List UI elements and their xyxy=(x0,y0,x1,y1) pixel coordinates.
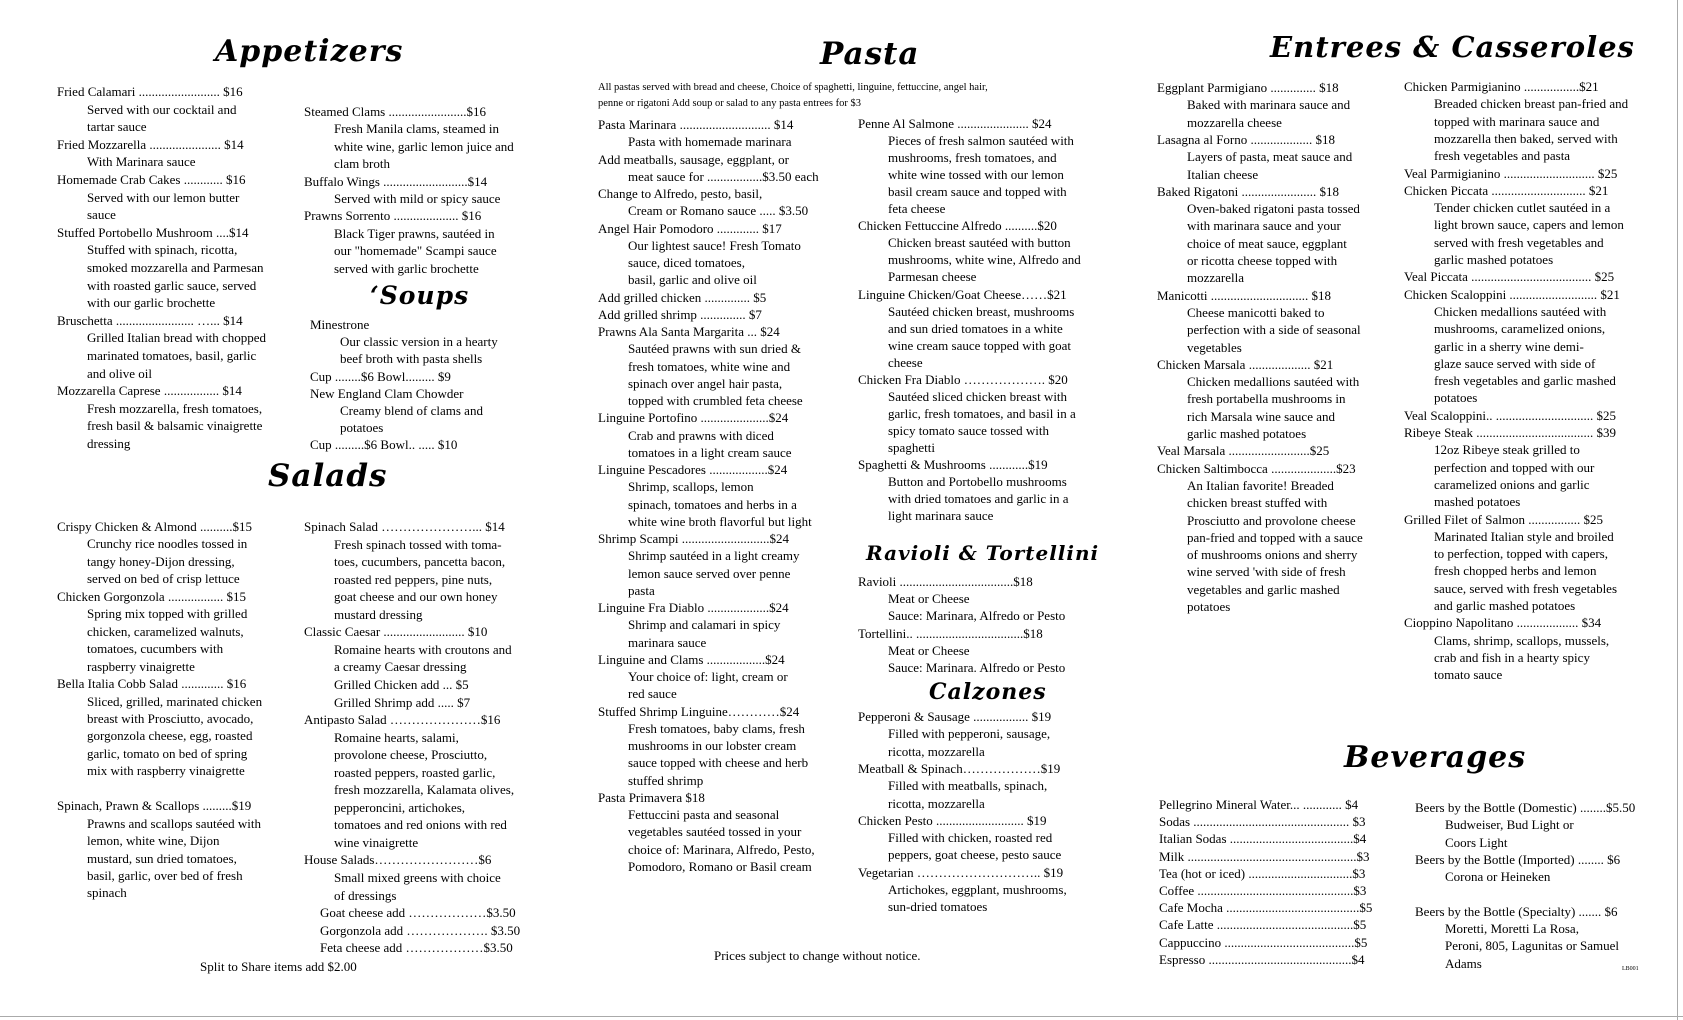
item-description-line: clam broth xyxy=(334,156,390,172)
item-description-line: Breaded chicken breast pan-fried and xyxy=(1434,96,1629,112)
item-description-line: Italian cheese xyxy=(1187,166,1259,182)
menu-item-line: Cappuccino ........................................$5 xyxy=(1159,934,1368,950)
item-description-line: wine vinaigrette xyxy=(334,834,419,850)
item-description-line: cheese xyxy=(888,354,923,370)
item-description-line: Grilled Italian bread with chopped xyxy=(87,330,267,346)
page-border-right xyxy=(1677,0,1678,1020)
item-description-line: Your choice of: light, cream or xyxy=(628,669,788,684)
item-description-line: potatoes xyxy=(1187,599,1231,614)
item-description-line: tangy honey-Dijon dressing, xyxy=(87,553,235,569)
item-description-line: basil, garlic and olive oil xyxy=(628,272,757,288)
item-description-line: Layers of pasta, meat sauce and xyxy=(1187,149,1353,165)
pasta-note-line-2: penne or rigatoni Add soup or salad to any pasta entrees for $3 xyxy=(598,98,862,109)
menu-item-line: Chicken Saltimbocca ....................$23 xyxy=(1157,460,1356,476)
item-description-line: feta cheese xyxy=(888,201,946,217)
item-description-line: tomatoes in a light cream sauce xyxy=(628,444,792,460)
item-description-line: a creamy Caesar dressing xyxy=(334,659,467,675)
item-description-line: white wine tossed with our lemon xyxy=(888,167,1064,183)
item-description-line: meat sauce for .................$3.50 each xyxy=(628,168,819,184)
menu-item-line: Beers by the Bottle (Specialty) ....... $6 xyxy=(1415,903,1618,919)
item-description-line: Sliced, grilled, marinated chicken xyxy=(87,693,263,709)
item-description-line: garlic mashed potatoes xyxy=(1187,426,1307,441)
item-description-line: Adams xyxy=(1445,955,1482,971)
menu-item-line: Cup ........$6 Bowl......... $9 xyxy=(310,368,451,384)
item-description-line: Cream or Romano sauce ..... $3.50 xyxy=(628,203,809,219)
item-description-line: Meat or Cheese xyxy=(888,591,970,607)
item-description-line: choice of meat sauce, eggplant xyxy=(1187,235,1347,251)
item-description-line: Served with our lemon butter xyxy=(87,189,240,205)
item-description-line: perfection and topped with our xyxy=(1434,459,1595,475)
item-description-line: wine cream sauce topped with goat xyxy=(888,337,1072,353)
item-description-line: Cheese manicotti baked to xyxy=(1187,304,1325,320)
item-description-line: mozzarella cheese xyxy=(1187,114,1282,130)
menu-item-line: Cafe Mocha .........................................$5 xyxy=(1159,900,1373,916)
menu-item-line: House Salads……………………$6 xyxy=(304,852,492,868)
item-description-line: with marinara sauce and your xyxy=(1187,218,1341,234)
menu-item-line: Milk ....................................................$3 xyxy=(1159,848,1370,864)
item-description-line: mustard dressing xyxy=(334,606,423,622)
item-description-line: Sautéed sliced chicken breast with xyxy=(888,388,1068,404)
item-description-line: Sautéed chicken breast, mushrooms xyxy=(888,303,1075,319)
item-description-line: Moretti, Moretti La Rosa, xyxy=(1445,921,1579,937)
item-description-line: Our lightest sauce! Fresh Tomato xyxy=(628,237,801,253)
menu-item-line: Buffalo Wings ..........................$14 xyxy=(304,173,488,189)
item-description-line: Fresh spinach tossed with toma- xyxy=(334,536,502,552)
menu-item-line: Italian Sodas ......................................$4 xyxy=(1159,831,1367,847)
menu-item-line: Bruschetta ........................ …... $14 xyxy=(57,312,243,328)
menu-item-line: Spinach, Prawn & Scallops .........$19 xyxy=(57,798,252,814)
menu-item-line: Chicken Piccata ............................. $21 xyxy=(1404,182,1609,198)
item-description-line: spinach xyxy=(87,885,127,901)
item-description-line: lemon sauce served over penne xyxy=(628,565,791,581)
item-description-line: mushrooms, white wine, Alfredo and xyxy=(888,252,1081,268)
menu-item-line: Feta cheese add ………………$3.50 xyxy=(320,940,513,956)
menu-item-line: Cioppino Napolitano ................... $34 xyxy=(1404,615,1602,631)
item-description-line: sauce, served with fresh vegetables xyxy=(1434,580,1618,596)
menu-item-line: Pepperoni & Sausage ................. $19 xyxy=(858,709,1052,724)
item-description-line: rich Marsala wine sauce and xyxy=(1187,408,1335,424)
item-description-line: vegetables xyxy=(1187,339,1242,355)
item-description-line: smoked mozzarella and Parmesan xyxy=(87,260,264,275)
menu-item-line: Fried Mozzarella ...................... $14 xyxy=(57,136,244,152)
item-description-line: and sun dried tomatoes in a white xyxy=(888,320,1063,336)
item-description-line: potatoes xyxy=(340,420,384,436)
item-description-line: served with garlic brochette xyxy=(334,260,479,276)
menu-item-line: Sodas ................................................ $3 xyxy=(1159,814,1366,830)
item-description-line: our "homemade" Scampi sauce xyxy=(334,243,497,259)
menu-item-line: New England Clam Chowder xyxy=(310,385,464,401)
item-description-line: served on bed of crisp lettuce xyxy=(87,571,240,587)
item-description-line: breast with Prosciutto, avocado, xyxy=(87,710,254,726)
menu-item-line: Linguine Pescadores ..................$24 xyxy=(598,462,788,477)
item-description-line: sauce topped with cheese and herb xyxy=(628,755,809,771)
calzones-title: Calzones xyxy=(929,679,1047,705)
item-description-line: toes, cucumbers, pancetta bacon, xyxy=(334,554,506,570)
item-description-line: fresh vegetables and pasta xyxy=(1434,148,1571,164)
item-description-line: choice of: Marinara, Alfredo, Pesto, xyxy=(628,841,815,857)
item-description-line: Prosciutto and provolone cheese xyxy=(1187,512,1356,528)
item-description-line: sun-dried tomatoes xyxy=(888,899,988,915)
item-description-line: stuffed shrimp xyxy=(628,772,704,788)
item-description-line: mushrooms, fresh tomatoes, and xyxy=(888,150,1057,166)
item-description-line: Baked with marinara sauce and xyxy=(1187,97,1351,113)
menu-item-line: Chicken Fettuccine Alfredo ..........$20 xyxy=(858,218,1057,234)
menu-item-line: Change to Alfredo, pesto, basil, xyxy=(598,186,763,201)
item-description-line: sauce xyxy=(87,207,116,223)
menu-item-line: Chicken Marsala ................... $21 xyxy=(1157,356,1334,372)
menu-item-line: Spinach Salad …………………... $14 xyxy=(304,519,505,534)
item-description-line: fresh tomatoes, white wine and xyxy=(628,358,791,374)
item-description-line: dressing xyxy=(87,436,131,451)
ravioli-tortellini-title: Ravioli & Tortellini xyxy=(866,541,1100,565)
item-description-line: garlic mashed potatoes xyxy=(1434,252,1554,267)
pasta-note-line-1: All pastas served with bread and cheese, Choice of spaghetti, linguine, fettuccine, angel hair, xyxy=(598,82,988,93)
item-description-line: vegetables sautéed tossed in your xyxy=(628,824,802,840)
item-description-line: Romaine hearts, salami, xyxy=(334,729,459,745)
menu-item-line: Add grilled shrimp .............. $7 xyxy=(598,306,762,322)
item-description-line: Coors Light xyxy=(1445,834,1508,850)
item-description-line: Grilled Chicken add ... $5 xyxy=(334,676,469,692)
item-description-line: Chicken medallions sautéed with xyxy=(1434,303,1607,319)
item-description-line: Spring mix topped with grilled xyxy=(87,606,248,622)
item-description-line: Sautéed prawns with sun dried & xyxy=(628,341,801,357)
item-description-line: served with fresh vegetables and xyxy=(1434,234,1604,250)
item-description-line: light marinara sauce xyxy=(888,508,994,524)
menu-item-line: Chicken Parmigianino .................$21 xyxy=(1404,79,1599,94)
item-description-line: mushrooms in our lobster cream xyxy=(628,738,797,753)
menu-item-line: Stuffed Portobello Mushroom ....$14 xyxy=(57,224,249,240)
page-border-bottom xyxy=(0,1016,1683,1017)
item-description-line: Pieces of fresh salmon sautéed with xyxy=(888,133,1074,149)
item-description-line: peppers, goat cheese, pesto sauce xyxy=(888,847,1062,863)
item-description-line: garlic in a sherry wine demi- xyxy=(1434,338,1584,354)
item-description-line: pasta xyxy=(628,582,655,598)
item-description-line: mustard, sun dried tomatoes, xyxy=(87,850,237,866)
menu-item-line: Cup .........$6 Bowl.. ..... $10 xyxy=(310,437,458,453)
item-description-line: mozzarella xyxy=(1187,270,1245,286)
item-description-line: Sauce: Marinara, Alfredo or Pesto xyxy=(888,608,1066,624)
item-description-line: garlic, fresh tomatoes, and basil in a xyxy=(888,405,1076,421)
item-description-line: of dressings xyxy=(334,887,397,903)
item-description-line: mushrooms, caramelized onions, xyxy=(1434,321,1606,337)
item-description-line: perfection with a side of seasonal xyxy=(1187,322,1361,338)
item-description-line: fresh portabella mushrooms in xyxy=(1187,391,1346,407)
item-description-line: Button and Portobello mushrooms xyxy=(888,474,1067,490)
item-description-line: Chicken breast sautéed with button xyxy=(888,235,1071,251)
menu-item-line: Beers by the Bottle (Domestic) ........$5.50 xyxy=(1415,800,1636,815)
menu-item-line: Antipasto Salad …………………$16 xyxy=(304,712,501,728)
menu-item-line: Eggplant Parmigiano .............. $18 xyxy=(1157,80,1339,95)
item-description-line: topped with crumbled feta cheese xyxy=(628,393,803,408)
menu-item-line: Veal Parmigianino ............................ $25 xyxy=(1404,165,1618,181)
menu-item-line: Linguine Fra Diablo ...................$24 xyxy=(598,600,789,615)
menu-item-line: Vegetarian ……………………….. $19 xyxy=(858,864,1064,880)
menu-item-line: Baked Rigatoni ....................... $18 xyxy=(1157,183,1339,199)
item-description-line: crab and fish in a hearty spicy xyxy=(1434,649,1590,665)
item-description-line: and olive oil xyxy=(87,365,152,381)
item-description-line: An Italian favorite! Breaded xyxy=(1187,477,1334,493)
item-description-line: basil cream sauce and topped with xyxy=(888,184,1067,200)
item-description-line: Meat or Cheese xyxy=(888,642,970,658)
item-description-line: Served with mild or spicy sauce xyxy=(334,191,501,206)
menu-item-line: Crispy Chicken & Almond ..........$15 xyxy=(57,519,252,534)
menu-item-line: Tea (hot or iced) ................................$3 xyxy=(1159,865,1366,881)
item-description-line: Shrimp and calamari in spicy xyxy=(628,617,781,633)
item-description-line: and garlic mashed potatoes xyxy=(1434,598,1576,613)
item-description-line: raspberry vinaigrette xyxy=(87,658,195,674)
item-description-line: Parmesan cheese xyxy=(888,269,977,285)
item-description-line: lemon, white wine, Dijon xyxy=(87,833,220,849)
menu-item-line: Bella Italia Cobb Salad ............. $16 xyxy=(57,676,247,692)
item-description-line: gorgonzola cheese, egg, roasted xyxy=(87,728,253,744)
item-description-line: tomatoes and red onions with red xyxy=(334,817,507,833)
item-description-line: Filled with chicken, roasted red xyxy=(888,830,1053,846)
pasta-title: Pasta xyxy=(820,36,920,72)
item-description-line: Filled with meatballs, spinach, xyxy=(888,778,1048,794)
item-description-line: roasted peppers, roasted garlic, xyxy=(334,764,496,780)
item-description-line: sauce, diced tomatoes, xyxy=(628,255,745,270)
item-description-line: chicken breast stuffed with xyxy=(1187,495,1328,511)
item-description-line: Sauce: Marinara. Alfredo or Pesto xyxy=(888,660,1066,675)
item-description-line: Chicken medallions sautéed with xyxy=(1187,374,1360,390)
salads-title: Salads xyxy=(268,458,388,494)
menu-item-line: Prawns Sorrento .................... $16 xyxy=(304,208,482,224)
item-description-line: fresh vegetables and garlic mashed xyxy=(1434,373,1616,389)
menu-item-line: Add grilled chicken .............. $5 xyxy=(598,289,767,305)
menu-item-line: Manicotti .............................. $18 xyxy=(1157,287,1332,303)
menu-item-line: Grilled Filet of Salmon ................ $25 xyxy=(1404,511,1603,527)
split-to-share-note: Split to Share items add $2.00 xyxy=(200,959,357,974)
menu-item-line: Ribeye Steak .................................... $39 xyxy=(1404,425,1616,440)
menu-item-line: Classic Caesar ......................... $10 xyxy=(304,624,488,640)
print-mark: LB001 xyxy=(1622,966,1639,972)
item-description-line: Oven-baked rigatoni pasta tossed xyxy=(1187,201,1360,217)
item-description-line: provolone cheese, Prosciutto, xyxy=(334,747,488,763)
menu-item-line: Chicken Gorgonzola ................. $15 xyxy=(57,588,246,604)
menu-item-line: Chicken Scaloppini ........................... $21 xyxy=(1404,286,1620,302)
item-description-line: Tender chicken cutlet sautéed in a xyxy=(1434,200,1611,216)
item-description-line: Our classic version in a hearty xyxy=(340,334,498,350)
item-description-line: wine served 'with side of fresh xyxy=(1187,564,1346,580)
item-description-line: white wine broth flavorful but light xyxy=(628,513,812,529)
item-description-line: Peroni, 805, Lagunitas or Samuel xyxy=(1445,938,1620,954)
soups-title: ‘Soups xyxy=(370,281,470,310)
item-description-line: Budweiser, Bud Light or xyxy=(1445,817,1574,833)
item-description-line: mashed potatoes xyxy=(1434,494,1521,510)
item-description-line: Prawns and scallops sautéed with xyxy=(87,815,262,831)
item-description-line: beef broth with pasta shells xyxy=(340,351,483,367)
item-description-line: fresh mozzarella, Kalamata olives, xyxy=(334,782,515,798)
item-description-line: Small mixed greens with choice xyxy=(334,870,501,885)
item-description-line: roasted red peppers, pine nuts, xyxy=(334,571,493,587)
item-description-line: marinara sauce xyxy=(628,634,707,650)
menu-item-line: Espresso ............................................$4 xyxy=(1159,951,1365,967)
item-description-line: fresh basil & balsamic vinaigrette xyxy=(87,418,263,434)
menu-item-line: Linguine and Clams ..................$24 xyxy=(598,651,785,667)
menu-item-line: Spaghetti & Mushrooms ............$19 xyxy=(858,457,1048,472)
menu-item-line: Homemade Crab Cakes ............ $16 xyxy=(57,172,246,187)
menu-item-line: Linguine Chicken/Goat Cheese……$21 xyxy=(858,286,1067,302)
menu-item-line: Gorgonzola add ………………. $3.50 xyxy=(320,922,521,938)
item-description-line: Fresh mozzarella, fresh tomatoes, xyxy=(87,400,263,416)
item-description-line: tomato sauce xyxy=(1434,667,1503,683)
menu-item-line: Steamed Clams ........................$16 xyxy=(304,104,486,119)
menu-item-line: Goat cheese add ………………$3.50 xyxy=(320,905,516,921)
menu-item-line: Angel Hair Pomodoro ............. $17 xyxy=(598,220,782,236)
item-description-line: Romaine hearts with croutons and xyxy=(334,641,512,657)
entrees-casseroles-title: Entrees & Casseroles xyxy=(1270,30,1635,64)
item-description-line: potatoes xyxy=(1434,390,1478,406)
item-description-line: to perfection, topped with capers, xyxy=(1434,546,1608,562)
item-description-line: glaze sauce served with side of xyxy=(1434,355,1596,371)
menu-item-line: Add meatballs, sausage, eggplant, or xyxy=(598,151,789,167)
item-description-line: or ricotta cheese topped with xyxy=(1187,253,1338,268)
item-description-line: goat cheese and our own honey xyxy=(334,589,498,605)
item-description-line: Fettuccini pasta and seasonal xyxy=(628,807,780,822)
item-description-line: With Marinara sauce xyxy=(87,154,196,170)
item-description-line: pan-fried and topped with a sauce xyxy=(1187,529,1363,545)
item-description-line: Fresh tomatoes, baby clams, fresh xyxy=(628,720,805,736)
item-description-line: Served with our cocktail and xyxy=(87,101,237,117)
menu-item-line: Lasagna al Forno ................... $18 xyxy=(1157,131,1336,147)
menu-item-line: Veal Scaloppini.. .............................. $25 xyxy=(1404,407,1616,423)
item-description-line: Crab and prawns with diced xyxy=(628,427,774,443)
menu-item-line: Prawns Ala Santa Margarita ... $24 xyxy=(598,324,780,339)
item-description-line: mozzarella then baked, served with xyxy=(1434,130,1618,146)
menu-item-line: Ravioli ...................................$18 xyxy=(858,574,1033,589)
menu-item-line: Mozzarella Caprese ................. $14 xyxy=(57,383,242,399)
item-description-line: spinach over angel hair pasta, xyxy=(628,375,783,391)
menu-item-line: Veal Marsala .........................$25 xyxy=(1157,443,1330,459)
item-description-line: Grilled Shrimp add ..... $7 xyxy=(334,694,471,710)
prices-note: Prices subject to change without notice. xyxy=(714,948,921,963)
menu-item-line: Coffee ................................................$3 xyxy=(1159,883,1367,898)
item-description-line: Creamy blend of clams and xyxy=(340,403,483,418)
menu-item-line: Pasta Marinara ............................ $14 xyxy=(598,117,794,132)
menu-item-line: Linguine Portofino .....................$24 xyxy=(598,410,789,426)
item-description-line: Pomodoro, Romano or Basil cream xyxy=(628,858,812,874)
menu-item-line: Pellegrino Mineral Water... ............ $4 xyxy=(1159,797,1359,812)
menu-item-line: Chicken Pesto ........................... $19 xyxy=(858,812,1047,828)
menu-item-line: Penne Al Salmone ...................... $24 xyxy=(858,116,1052,131)
item-description-line: mix with raspberry vinaigrette xyxy=(87,763,245,779)
item-description-line: Fresh Manila clams, steamed in xyxy=(334,121,499,137)
item-description-line: basil, garlic, over bed of fresh xyxy=(87,868,243,883)
item-description-line: marinated tomatoes, basil, garlic xyxy=(87,348,257,363)
item-description-line: light brown sauce, capers and lemon xyxy=(1434,217,1624,233)
menu-item-line: Cafe Latte ..........................................$5 xyxy=(1159,917,1367,933)
menu-item-line: Pasta Primavera $18 xyxy=(598,789,705,805)
item-description-line: caramelized onions and garlic xyxy=(1434,476,1590,492)
menu-item-line: Veal Piccata ..................................... $25 xyxy=(1404,269,1615,285)
item-description-line: white wine, garlic lemon juice and xyxy=(334,138,514,154)
item-description-line: Filled with pepperoni, sausage, xyxy=(888,726,1051,742)
item-description-line: Shrimp, scallops, lemon xyxy=(628,479,754,495)
item-description-line: of mushrooms onions and sherry xyxy=(1187,547,1358,563)
item-description-line: Shrimp sautéed in a light creamy xyxy=(628,548,800,564)
item-description-line: vegetables and garlic mashed xyxy=(1187,581,1340,597)
item-description-line: Pasta with homemade marinara xyxy=(628,134,792,150)
item-description-line: Clams, shrimp, scallops, mussels, xyxy=(1434,632,1610,648)
item-description-line: 12oz Ribeye steak grilled to xyxy=(1434,442,1580,458)
menu-item-line: Fried Calamari ......................... $16 xyxy=(57,84,243,99)
item-description-line: Marinated Italian style and broiled xyxy=(1434,528,1614,544)
item-description-line: pepperoncini, artichokes, xyxy=(334,799,466,815)
item-description-line: ricotta, mozzarella xyxy=(888,743,985,759)
menu-item-line: Beers by the Bottle (Imported) ........ $6 xyxy=(1415,851,1621,867)
item-description-line: tartar sauce xyxy=(87,119,147,135)
beverages-title: Beverages xyxy=(1344,740,1527,775)
item-description-line: tomatoes, cucumbers with xyxy=(87,641,224,657)
item-description-line: spicy tomato sauce tossed with xyxy=(888,422,1050,438)
item-description-line: with dried tomatoes and garlic in a xyxy=(888,491,1069,507)
menu-item-line: Shrimp Scampi ...........................$24 xyxy=(598,531,790,546)
item-description-line: Corona or Heineken xyxy=(1445,869,1551,885)
item-description-line: with roasted garlic sauce, served xyxy=(87,277,257,293)
item-description-line: chicken, caramelized walnuts, xyxy=(87,623,244,639)
item-description-line: spinach, tomatoes and herbs in a xyxy=(628,496,797,512)
item-description-line: spaghetti xyxy=(888,439,935,455)
menu-item-line: Meatball & Spinach………………$19 xyxy=(858,760,1061,776)
item-description-line: Crunchy rice noodles tossed in xyxy=(87,536,248,552)
item-description-line: garlic, tomato on bed of spring xyxy=(87,745,248,761)
menu-item-line: Tortellini.. .................................$18 xyxy=(858,625,1043,641)
item-description-line: Black Tiger prawns, sautéed in xyxy=(334,225,495,241)
item-description-line: Stuffed with spinach, ricotta, xyxy=(87,242,238,258)
menu-item-line: Stuffed Shrimp Linguine…………$24 xyxy=(598,703,800,719)
item-description-line: topped with marinara sauce and xyxy=(1434,113,1600,129)
item-description-line: ricotta, mozzarella xyxy=(888,795,985,811)
item-description-line: Artichokes, eggplant, mushrooms, xyxy=(888,882,1067,897)
item-description-line: red sauce xyxy=(628,686,677,702)
menu-item-line: Minestrone xyxy=(310,317,370,332)
item-description-line: fresh chopped herbs and lemon xyxy=(1434,563,1597,579)
appetizers-title: Appetizers xyxy=(215,34,404,69)
menu-item-line: Chicken Fra Diablo ………………. $20 xyxy=(858,371,1068,387)
item-description-line: with our garlic brochette xyxy=(87,295,216,311)
